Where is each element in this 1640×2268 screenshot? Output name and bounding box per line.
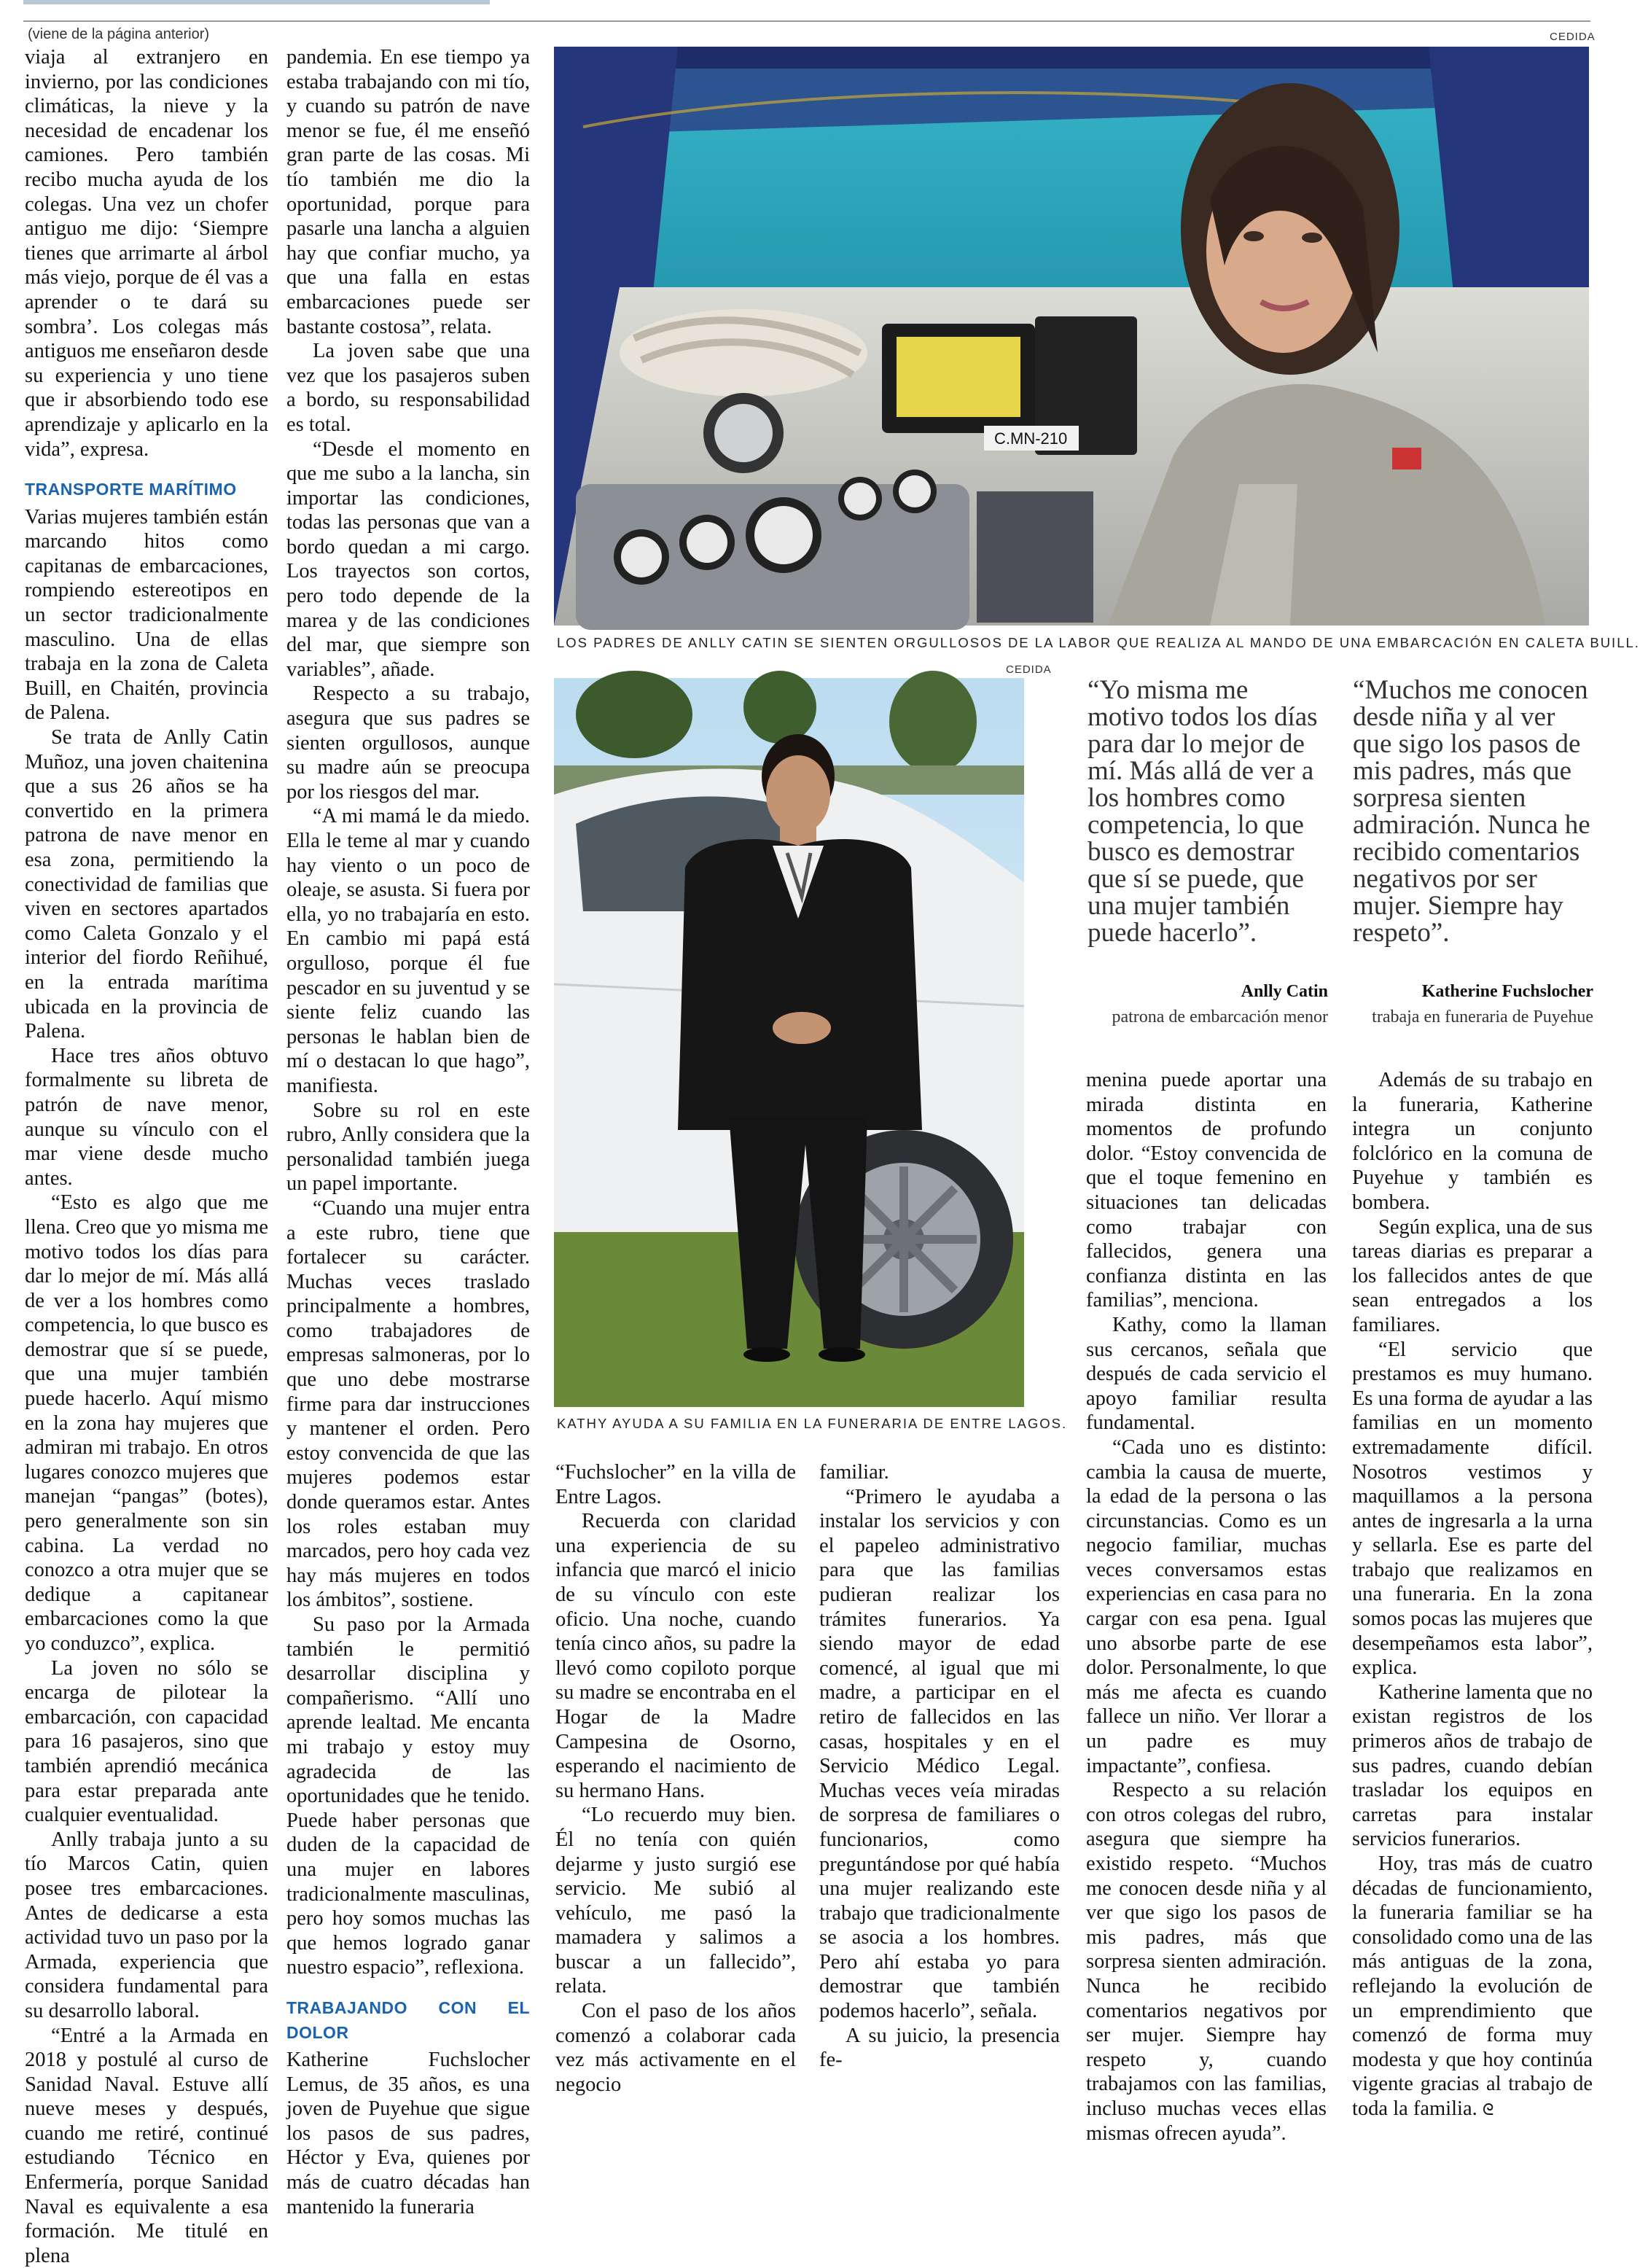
quote-author-name: Anlly Catin bbox=[1088, 982, 1328, 1002]
column-5 bbox=[1086, 1068, 1327, 1994]
column-2 bbox=[286, 45, 530, 2006]
paragraph: A su juicio, la presencia fe- bbox=[819, 2024, 1060, 2073]
top-page-strip bbox=[23, 0, 490, 4]
paragraph: Sobre su rol en este rubro, Anlly considera que la personalidad también juega un papel importante. bbox=[286, 1099, 530, 1196]
paragraph: “Cada uno es distinto: cambia la causa de muerte, la edad de la persona o las circunstancias. Como es un negocio familiar, muchas veces conversamos estas experiencias en casa para no cargar con esa pena. Igual uno absorbe parte de ese dolor. Personalmente, lo que más me afecta es cuando fallece un niño. Ver llorar a un padre es muy impactante”, confiesa. bbox=[1086, 1435, 1327, 1778]
boat-photo-caption: LOS PADRES DE ANLLY CATIN SE SIENTEN ORGULLOSOS DE LA LABOR QUE REALIZA AL MANDO DE UNA EMBARCACIÓN EN CALETA BUILL. bbox=[557, 635, 1640, 651]
paragraph: Con el paso de los años comenzó a colaborar cada vez más activamente en el negocio bbox=[555, 1999, 796, 2097]
pull-quote-anlly: “Yo misma me motivo todos los días para dar lo mejor de mí. Más allá de ver a los hombres como competencia, lo que busco es demostrar que sí se puede, que una mujer también puede hacerlo”. bbox=[1088, 677, 1328, 946]
quote-author-role: patrona de embarcación menor bbox=[1088, 1008, 1328, 1027]
paragraph: Respecto a su trabajo, asegura que sus padres se sienten orgullosos, aunque su madre aún se preocupa por los riesgos del mar. bbox=[286, 682, 530, 804]
paragraph: “Primero le ayudaba a instalar los servicios y con el papeleo administrativo para que las familias pudieran realizar los trámites funerarios. Ya siendo mayor de edad comencé, al igual que mi madre, a participar en el retiro de fallecidos en las casas, hospitales y en el Servicio Médico Legal. Muchas veces veía miradas de sorpresa de familiares o funcionarios, como preguntándose por qué había una mujer realizando este trabajo que tradicionalmente se asocia a los hombres. Pero ahí estaba yo para demostrar que también podemos hacerlo”, señala. bbox=[819, 1485, 1060, 2024]
paragraph: familiar. bbox=[819, 1460, 1060, 1485]
funeral-car-photo bbox=[554, 678, 1024, 1407]
paragraph: Kathy, como la llaman sus cercanos, señala que después de cada servicio el apoyo familiar resulta fundamental. bbox=[1086, 1313, 1327, 1435]
quote-author-name: Katherine Fuchslocher bbox=[1353, 982, 1593, 1002]
paragraph: Katherine lamenta que no existan registros de los primeros años de trabajo de sus padres, cuando debían trasladar los equipos en carretas para instalar servicios funerarios. bbox=[1352, 1680, 1593, 1852]
column-1 bbox=[25, 45, 268, 2006]
column-6 bbox=[1352, 1068, 1593, 1994]
quote-author-role: trabaja en funeraria de Puyehue bbox=[1353, 1008, 1593, 1027]
section-heading-maritime: TRANSPORTE MARÍTIMO bbox=[25, 478, 268, 502]
column-4 bbox=[819, 1460, 1060, 1985]
paragraph: “Lo recuerdo muy bien. Él no tenía con quién dejarme y justo surgió ese servicio. Me subió al vehículo, me pasó la mamadera y salimos a buscar a un fallecido”, relata. bbox=[555, 1803, 796, 1999]
paragraph: Recuerda con claridad una experiencia de su infancia que marcó el inicio de su vínculo con este oficio. Una noche, cuando tenía cinco años, su padre la llevó como copiloto porque su madre se encontraba en el Hogar de la Madre Campesina de Osorno, esperando el nacimiento de su hermano Hans. bbox=[555, 1509, 796, 1803]
paragraph: Hace tres años obtuvo formalmente su libreta de patrón de nave menor, aunque su vínculo con el mar viene desde mucho antes. bbox=[25, 1044, 268, 1191]
pull-quote-katherine: “Muchos me conocen desde niña y al ver que sigo los pasos de mis padres, más que sorpresa sienten admiración. Nunca he recibido comentarios negativos por ser mujer. Siempre hay respeto”. bbox=[1353, 677, 1593, 946]
boat-registration: C.MN-210 bbox=[994, 429, 1067, 448]
column-3 bbox=[555, 1460, 796, 1985]
paragraph: La joven sabe que una vez que los pasajeros suben a bordo, su responsabilidad es total. bbox=[286, 339, 530, 437]
section-heading-grief: TRABAJANDO CON EL DOLOR bbox=[286, 1996, 530, 2045]
paragraph: Según explica, una de sus tareas diarias es preparar a los fallecidos antes de que sean entregados a los familiares. bbox=[1352, 1215, 1593, 1338]
paragraph: Se trata de Anlly Catin Muñoz, una joven chaitenina que a sus 26 años se ha convertido en la primera patrona de nave menor en esa zona, permitiendo la conectividad de familias que viven en sectores apartados como Caleta Gonzalo y el interior del fiordo Reñihué, en la entrada marítima ubicada en la provincia de Palena. bbox=[25, 725, 268, 1044]
paragraph: “Cuando una mujer entra a este rubro, tiene que fortalecer su carácter. Muchas veces traslado principalmente a hombres, como trabajadores de empresas salmoneras, por lo que uno debe mostrarse firme para dar instrucciones y mantener el orden. Pero estoy convencida de que las mujeres podemos estar donde queramos estar. Antes los roles estaban muy marcados, pero hoy cada vez hay más mujeres en todos los ámbitos”, sostiene. bbox=[286, 1196, 530, 1613]
continued-note: (viene de la página anterior) bbox=[28, 26, 209, 43]
boat-photo bbox=[554, 47, 1589, 626]
paragraph: “Fuchslocher” en la villa de Entre Lagos. bbox=[555, 1460, 796, 1509]
header-rule bbox=[23, 20, 1590, 22]
boat-photo-illustration bbox=[554, 47, 1589, 626]
paragraph: “Esto es algo que me llena. Creo que yo misma me motivo todos los días para dar lo mejor de mí. Más allá de ver a los hombres como competencia, lo que busco es demostrar que sí se puede, que una mujer también puede hacerlo. Aquí mismo en la zona hay mujeres que admiran mi trabajo. En otros lugares conozco mujeres que manejan “pangas” (botes), pero generalmente son sin cabina. La verdad no conozco a otra mujer que se dedique a capitanear embarcaciones como la que yo conduzco”, explica. bbox=[25, 1190, 268, 1656]
paragraph: Respecto a su relación con otros colegas del rubro, asegura que siempre ha existido respeto. “Muchos me conocen desde niña y al ver que sigo los pasos de mis padres, más que sorpresa sienten admiración. Nunca he recibido comentarios negativos por ser mujer. Siempre hay respeto y, cuando trabajamos con las familias, incluso muchas veces ellas mismas ofrecen ayuda”. bbox=[1086, 1778, 1327, 2146]
paragraph bbox=[1352, 1852, 1593, 2123]
paragraph: “Entré a la Armada en 2018 y postulé al curso de Sanidad Naval. Estuve allí nueve meses y después, cuando me retiré, continué estudiando Técnico en Enfermería, porque Sanidad Naval es equivalente a esa formación. Me titulé en plena bbox=[25, 2024, 268, 2268]
paragraph: La joven no sólo se encarga de pilotear la embarcación, con capacidad para 16 pasajeros, sino que también aprendió mecánica para estar preparada ante cualquier eventualidad. bbox=[25, 1656, 268, 1828]
photo-credit: CEDIDA bbox=[1550, 31, 1596, 43]
paragraph: menina puede aportar una mirada distinta en momentos de profundo dolor. “Estoy convencida de que el toque femenino en situaciones tan delicadas como trabajar con fallecidos, genera una confianza distinta en las familias”, menciona. bbox=[1086, 1068, 1327, 1313]
funeral-car-illustration bbox=[554, 678, 1024, 1407]
paragraph: Anlly trabaja junto a su tío Marcos Catin, quien posee tres embarcaciones. Antes de dedicarse a esta actividad tuvo un paso por la Armada, experiencia que considera fundamental para su desarrollo laboral. bbox=[25, 1828, 268, 2024]
paragraph: “Desde el momento en que me subo a la lancha, sin importar las condiciones, todas las personas que van a bordo quedan a mi cargo. Los trayectos son cortos, pero todo depende de la marea y de las condiciones del mar, que siempre son variables”, añade. bbox=[286, 437, 530, 682]
paragraph-text: Hoy, tras más de cuatro décadas de funcionamiento, la funeraria familiar se ha consolidado como una de las más antiguas de la zona, reflejando la evolución de un emprendimiento que comenzó de forma muy modesta y que hoy continúa vigente gracias al trabajo de toda la familia. bbox=[1352, 1852, 1593, 2120]
paragraph: “El servicio que prestamos es muy humano. Es una forma de ayudar a las familias en un momento extremadamente difícil. Nosotros vestimos y maquillamos a la persona antes de ingresarla a la urna y sellarla. Ese es parte del trabajo que realizamos en una funeraria. En la zona somos pocas las mujeres que desempeñamos esta labor”, explica. bbox=[1352, 1338, 1593, 1680]
funeral-photo-caption: KATHY AYUDA A SU FAMILIA EN LA FUNERARIA DE ENTRE LAGOS. bbox=[557, 1416, 1067, 1432]
paragraph: pandemia. En ese tiempo ya estaba trabajando con mi tío, y cuando su patrón de nave menor se fue, él me enseñó gran parte de las cosas. Mi tío también me dio la oportunidad, porque para pasarle una lancha a alguien hay que confiar mucho, ya que una falla en estas embarcaciones puede ser bastante costosa”, relata. bbox=[286, 45, 530, 339]
paragraph: “A mi mamá le da miedo. Ella le teme al mar y cuando hay viento o un poco de oleaje, se asusta. Si fuera por ella, yo no trabajaría en esto. En cambio mi papá está orgulloso, porque él fue pescador en su juventud y se siente feliz cuando las personas le hablan bien de mí o destacan lo que hago”, manifiesta. bbox=[286, 804, 530, 1098]
paragraph: viaja al extranjero en invierno, por las condiciones climáticas, la nieve y la necesidad de encadenar los camiones. Pero también recibo mucha ayuda de los colegas. Una vez un chofer antiguo me dijo: ‘Siempre tienes que arrimarte al árbol más viejo, porque de él vas a aprender o te dará su sombra’. Los colegas más antiguos me enseñaron desde su experiencia y uno tiene que ir absorbiendo todo ese aprendizaje y aplicarlo en la vida”, expresa. bbox=[25, 45, 268, 461]
paragraph: Katherine Fuchslocher Lemus, de 35 años, es una joven de Puyehue que sigue los pasos de sus padres, Héctor y Eva, quienes por más de cuatro décadas han mantenido la funeraria bbox=[286, 2048, 530, 2219]
end-of-article-mark: ᘓ bbox=[1483, 2101, 1494, 2119]
paragraph: Varias mujeres también están marcando hitos como capitanas de embarcaciones, rompiendo estereotipos en un sector tradicionalmente masculino. Una de ellas trabaja en la zona de Caleta Buill, en Chaitén, provincia de Palena. bbox=[25, 505, 268, 725]
photo-credit: CEDIDA bbox=[1006, 663, 1052, 676]
paragraph: Además de su trabajo en la funeraria, Katherine integra un conjunto folclórico en la comuna de Puyehue y también es bombera. bbox=[1352, 1068, 1593, 1215]
paragraph: Su paso por la Armada también le permitió desarrollar disciplina y compañerismo. “Allí uno aprende lealtad. Me encanta mi trabajo y estoy muy agradecida de las oportunidades que he tenido. Puede haber personas que duden de la capacidad de una mujer en labores tradicionalmente masculinas, pero hoy somos muchas las que hemos logrado ganar nuestro espacio”, reflexiona. bbox=[286, 1613, 530, 1980]
